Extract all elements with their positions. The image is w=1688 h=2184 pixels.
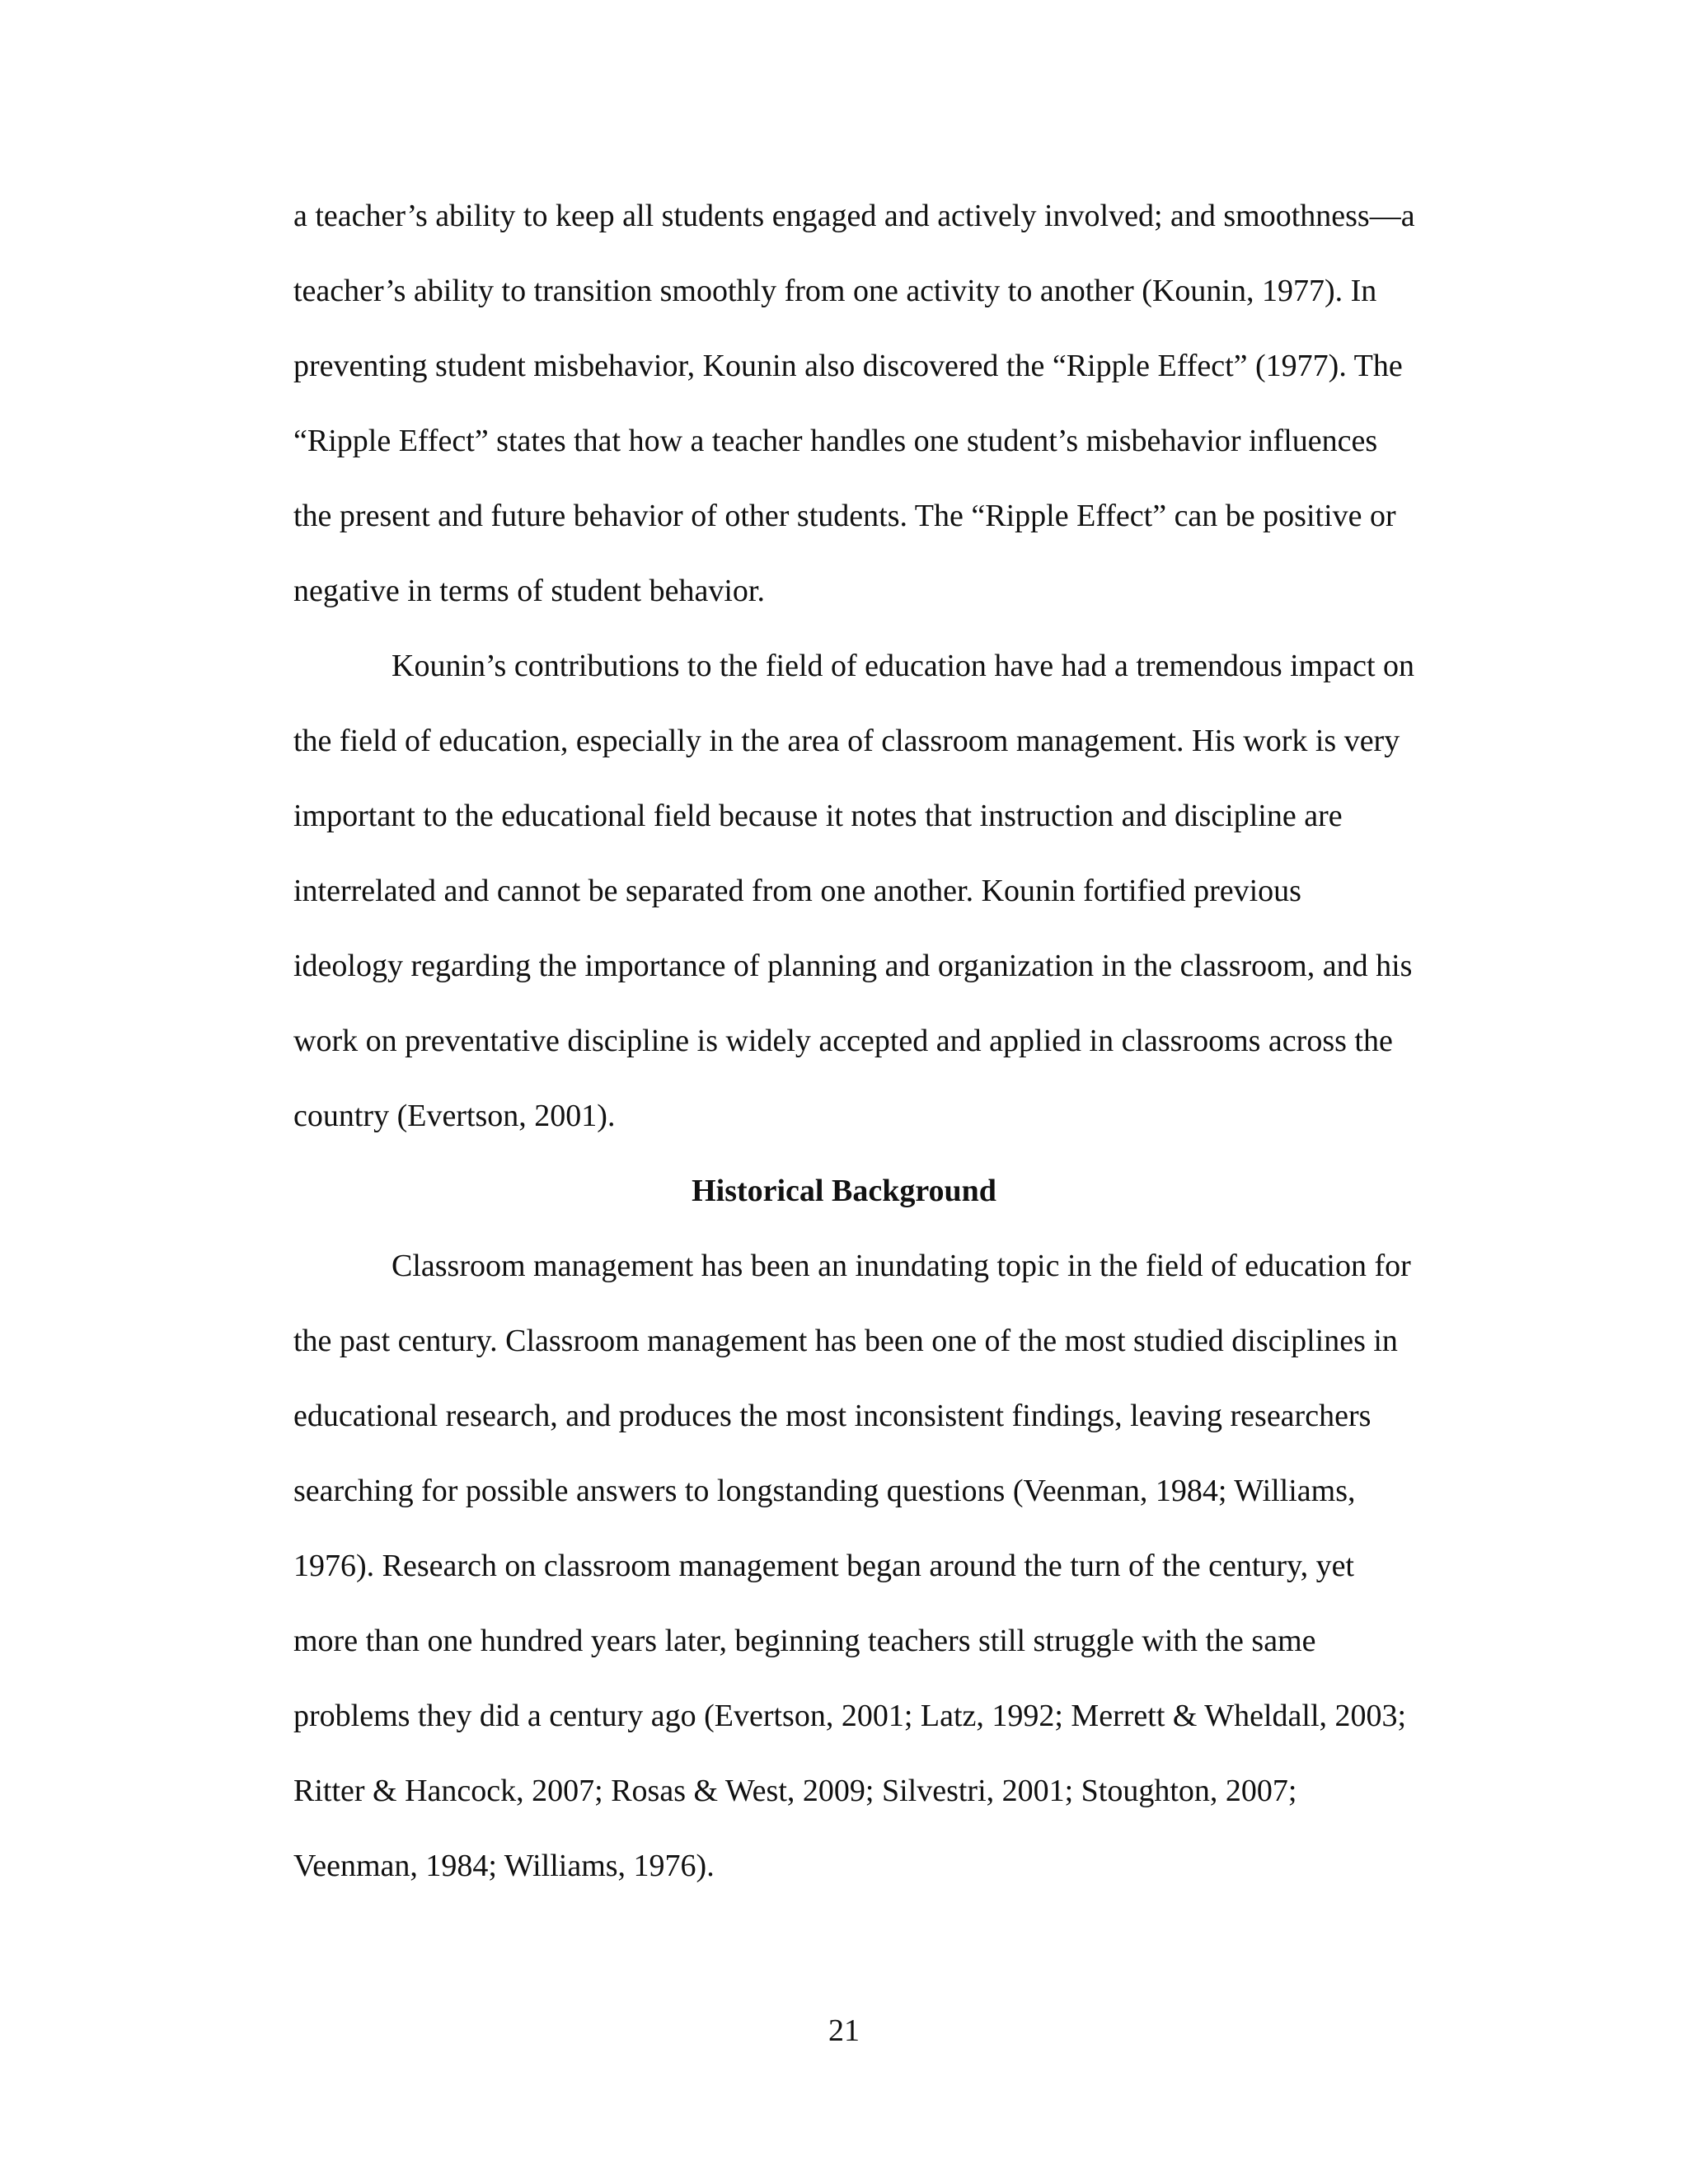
paragraph-line: more than one hundred years later, beginning teachers still struggle with the same bbox=[293, 1624, 1316, 1658]
paragraph-line: preventing student misbehavior, Kounin also discovered the “Ripple Effect” (1977). The bbox=[293, 349, 1403, 383]
paragraph-line: Kounin’s contributions to the field of education have had a tremendous impact on bbox=[392, 649, 1415, 683]
paragraph-line: negative in terms of student behavior. bbox=[293, 574, 765, 608]
paragraph-line: ideology regarding the importance of planning and organization in the classroom, and his bbox=[293, 949, 1413, 983]
paragraph-line: important to the educational field because it notes that instruction and discipline are bbox=[293, 799, 1343, 833]
paragraph-line: “Ripple Effect” states that how a teacher handles one student’s misbehavior influences bbox=[293, 424, 1378, 458]
page-number: 21 bbox=[828, 2013, 860, 2048]
paragraph-line: the past century. Classroom management has been one of the most studied disciplines in bbox=[293, 1324, 1398, 1358]
paragraph-line: interrelated and cannot be separated from one another. Kounin fortified previous bbox=[293, 874, 1301, 908]
paragraph-line: 1976). Research on classroom management began around the turn of the century, yet bbox=[293, 1549, 1354, 1583]
paragraph-line: teacher’s ability to transition smoothly from one activity to another (Kounin, 1977). In bbox=[293, 274, 1377, 308]
paragraph-line: country (Evertson, 2001). bbox=[293, 1099, 616, 1133]
paragraph-line: Ritter & Hancock, 2007; Rosas & West, 2009; Silvestri, 2001; Stoughton, 2007; bbox=[293, 1774, 1297, 1808]
paragraph-line: educational research, and produces the most inconsistent findings, leaving researchers bbox=[293, 1399, 1372, 1433]
paragraph-line: Classroom management has been an inundating topic in the field of education for bbox=[392, 1249, 1411, 1283]
paragraph-line: Veenman, 1984; Williams, 1976). bbox=[293, 1849, 715, 1883]
paragraph-line: the present and future behavior of other students. The “Ripple Effect” can be positive or bbox=[293, 499, 1396, 533]
section-heading: Historical Background bbox=[692, 1174, 996, 1208]
paragraph-line: problems they did a century ago (Evertson, 2001; Latz, 1992; Merrett & Wheldall, 2003; bbox=[293, 1699, 1407, 1733]
paragraph-line: a teacher’s ability to keep all students engaged and actively involved; and smoothness—a bbox=[293, 199, 1415, 233]
paragraph-line: the field of education, especially in the area of classroom management. His work is very bbox=[293, 724, 1400, 758]
paragraph-line: work on preventative discipline is widely accepted and applied in classrooms across the bbox=[293, 1024, 1393, 1058]
paragraph-line: searching for possible answers to longstanding questions (Veenman, 1984; Williams, bbox=[293, 1474, 1356, 1508]
